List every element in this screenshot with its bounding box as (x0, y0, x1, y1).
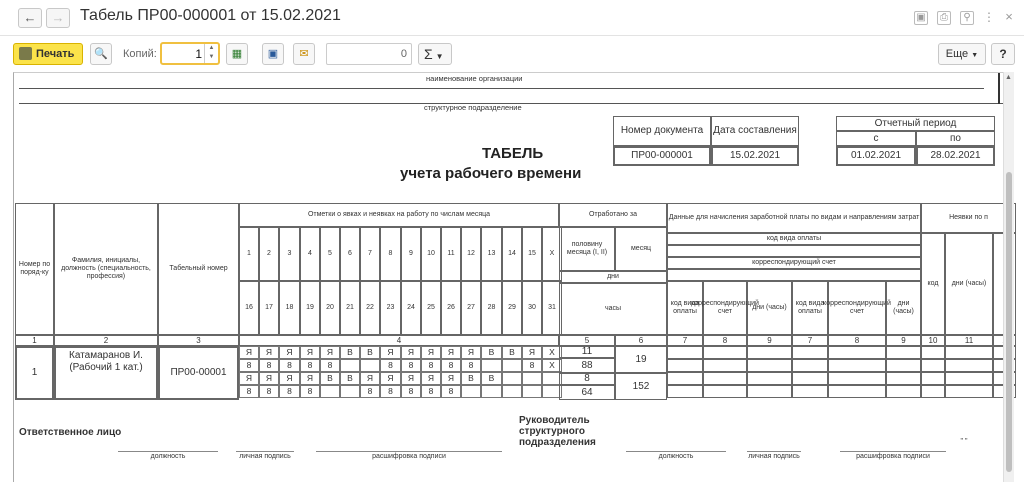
day-mark-cell (522, 372, 542, 385)
header-half-month: половину месяца (I, II) (559, 227, 615, 271)
absence-days-cell (945, 346, 993, 359)
doc-title: ТАБЕЛЬ (482, 145, 544, 162)
payroll-subheader: корреспондирующий счет (703, 281, 747, 335)
day-mark-cell: 8 (259, 385, 279, 398)
payroll-cell (886, 346, 921, 359)
dept-caption: структурное подразделение (424, 103, 522, 112)
column-number: 5 (559, 335, 615, 346)
day-header: 10 (421, 227, 441, 281)
forward-arrow-icon[interactable]: → (46, 8, 70, 28)
payroll-cell (667, 346, 703, 359)
day-mark-cell: В (502, 346, 522, 359)
doc-date-header: Дата составления (711, 116, 799, 146)
print-button[interactable] (13, 43, 83, 65)
column-number: 2 (54, 335, 158, 346)
payroll-cell (747, 346, 792, 359)
day-mark-cell (481, 385, 502, 398)
date-mark: " " (960, 438, 968, 445)
corner-mark (992, 73, 1000, 104)
header-account: корреспондирующий счет (667, 257, 921, 269)
column-number: 7 (792, 335, 828, 346)
day-mark-cell: Я (401, 372, 421, 385)
payroll-cell (792, 372, 828, 385)
half2-days: 8 (559, 373, 615, 385)
header-hours: часы (559, 283, 667, 335)
employee-name: Катамаранов И. (Рабочий 1 кат.) (54, 346, 158, 400)
position-caption: должность (150, 453, 186, 460)
payroll-cell (886, 359, 921, 372)
header-name: Фамилия, инициалы, должность (специальность, профессия) (54, 203, 158, 335)
column-number: 11 (945, 335, 993, 346)
day-mark-cell: Я (441, 346, 461, 359)
payroll-cell (747, 359, 792, 372)
day-mark-cell: Я (300, 346, 320, 359)
header-paycode-values (667, 245, 921, 257)
column-number: 10 (921, 335, 945, 346)
more-label: Еще (945, 48, 969, 60)
back-arrow-icon[interactable]: ← (18, 8, 42, 28)
day-header: 30 (522, 281, 542, 335)
payroll-cell (747, 372, 792, 385)
day-mark-cell: X (542, 346, 562, 359)
day-header: 31 (542, 281, 562, 335)
save-button[interactable] (262, 43, 284, 65)
payroll-subheader: дни (часы) (886, 281, 921, 335)
org-line (19, 88, 984, 89)
payroll-cell (792, 385, 828, 398)
day-mark-cell: 8 (320, 359, 340, 372)
employee-number: 1 (15, 346, 54, 400)
payroll-cell (667, 359, 703, 372)
day-header: 29 (502, 281, 522, 335)
day-mark-cell: В (340, 346, 360, 359)
payroll-subheader: код вида оплаты (792, 281, 828, 335)
day-mark-cell: 8 (300, 359, 320, 372)
header-absence: Неявки по п (921, 203, 1016, 233)
floppy-icon: ▣ (267, 48, 279, 60)
day-mark-cell: Я (401, 346, 421, 359)
day-header: 20 (320, 281, 340, 335)
scroll-up-icon[interactable]: ▲ (1005, 74, 1012, 81)
header-worked: Отработано за (559, 203, 667, 227)
decoding-caption: расшифровка подписи (372, 453, 446, 460)
decoding2-caption: расшифровка подписи (856, 453, 930, 460)
absence-code-cell (921, 346, 945, 359)
column-number: 8 (828, 335, 886, 346)
sum-field[interactable]: 0 (326, 43, 412, 65)
day-header: 18 (279, 281, 300, 335)
period-to-header: по (916, 131, 995, 146)
decoding2-line (840, 451, 946, 452)
copies-spinner[interactable] (204, 44, 218, 63)
day-header: 2 (259, 227, 279, 281)
sum-button[interactable] (418, 43, 452, 65)
day-mark-cell: Я (441, 372, 461, 385)
header-number: Номер по поряд-ку (15, 203, 54, 335)
column-number: 3 (158, 335, 239, 346)
day-mark-cell: В (481, 372, 502, 385)
day-header: 6 (340, 227, 360, 281)
day-mark-cell: 8 (461, 359, 481, 372)
close-icon[interactable]: × (1005, 9, 1013, 24)
responsible-label: Ответственное лицо (19, 427, 122, 438)
header-days: дни (559, 271, 667, 283)
day-header: 21 (340, 281, 360, 335)
day-mark-cell (522, 385, 542, 398)
absence-code-cell (921, 385, 945, 398)
zoom-icon[interactable]: ⚲ (960, 11, 974, 25)
day-header: 12 (461, 227, 481, 281)
day-header: 4 (300, 227, 320, 281)
absence-days-cell (945, 385, 993, 398)
day-mark-cell: Я (461, 346, 481, 359)
half1-days: 11 (559, 346, 615, 358)
day-header: 23 (380, 281, 401, 335)
day-mark-cell: 8 (441, 359, 461, 372)
day-mark-cell: 8 (239, 359, 259, 372)
title-bar (0, 0, 1024, 36)
month-days: 19 (615, 346, 667, 373)
day-mark-cell: Я (259, 346, 279, 359)
column-number: 9 (747, 335, 792, 346)
day-mark-cell: В (360, 346, 380, 359)
help-button[interactable]: ? (991, 43, 1015, 65)
save-disk-icon[interactable]: ▣ (914, 11, 928, 25)
day-header: 25 (421, 281, 441, 335)
day-mark-cell: Я (360, 372, 380, 385)
header-tab-number: Табельный номер (158, 203, 239, 335)
toolbar (0, 36, 1024, 72)
day-mark-cell (481, 359, 502, 372)
day-mark-cell: Я (279, 346, 300, 359)
payroll-cell (792, 346, 828, 359)
day-mark-cell: 8 (401, 359, 421, 372)
absence-days-cell (945, 372, 993, 385)
email-button[interactable] (293, 43, 315, 65)
print-button-label: Печать (36, 48, 75, 60)
day-mark-cell: Я (279, 372, 300, 385)
payroll-cell (703, 385, 747, 398)
position-line (118, 451, 218, 452)
payroll-subheader: корреспондирующий счет (828, 281, 886, 335)
payroll-cell (828, 385, 886, 398)
header-absence-days: дни (часы) (945, 233, 993, 335)
month-hours: 152 (615, 373, 667, 400)
payroll-cell (828, 346, 886, 359)
preview-button[interactable] (90, 43, 112, 65)
header-account-values (667, 269, 921, 281)
document-area[interactable] (13, 72, 1014, 482)
copies-input[interactable] (160, 42, 220, 65)
day-header: 28 (481, 281, 502, 335)
day-header: 5 (320, 227, 340, 281)
day-mark-cell (502, 359, 522, 372)
day-mark-cell: 8 (360, 385, 380, 398)
doc-subtitle: учета рабочего времени (400, 165, 582, 182)
day-header: 26 (441, 281, 461, 335)
absence-days-cell (945, 359, 993, 372)
day-header: 1 (239, 227, 259, 281)
day-mark-cell: 8 (421, 385, 441, 398)
period-from-header: с (836, 131, 916, 146)
day-mark-cell: 8 (380, 385, 401, 398)
column-number: 1 (15, 335, 54, 346)
day-mark-cell (320, 385, 340, 398)
day-mark-cell: Я (421, 372, 441, 385)
magnifier-icon: 🔍 (94, 48, 108, 60)
day-mark-cell: Я (320, 346, 340, 359)
payroll-cell (747, 385, 792, 398)
header-marks: Отметки о явках и неявках на работу по числам месяца (239, 203, 559, 227)
day-mark-cell: Я (522, 346, 542, 359)
half1-hours: 88 (559, 358, 615, 373)
day-mark-cell: В (481, 346, 502, 359)
day-mark-cell: 8 (259, 359, 279, 372)
spreadsheet-icon: ▦ (231, 48, 243, 60)
doc-number-header: Номер документа (613, 116, 711, 146)
day-mark-cell: X (542, 359, 562, 372)
day-mark-cell (340, 385, 360, 398)
payroll-cell (828, 359, 886, 372)
day-mark-cell (502, 372, 522, 385)
day-header: 19 (300, 281, 320, 335)
day-mark-cell (502, 385, 522, 398)
column-number: 6 (615, 335, 667, 346)
day-mark-cell: В (320, 372, 340, 385)
day-header: X (542, 227, 562, 281)
day-header: 14 (502, 227, 522, 281)
spin-down-icon[interactable]: ▼ (208, 54, 215, 60)
half2-hours: 64 (559, 385, 615, 400)
period-to: 28.02.2021 (916, 146, 995, 166)
column-number: 8 (703, 335, 747, 346)
personal-sig2-caption: личная подпись (748, 453, 800, 460)
column-number: 9 (886, 335, 921, 346)
day-mark-cell: Я (259, 372, 279, 385)
column-number: 7 (667, 335, 703, 346)
vertical-scrollbar[interactable] (1003, 72, 1014, 482)
day-header: 7 (360, 227, 380, 281)
export-button[interactable] (226, 43, 248, 65)
period-from: 01.02.2021 (836, 146, 916, 166)
day-header: 15 (522, 227, 542, 281)
day-mark-cell: Я (421, 346, 441, 359)
day-header: 9 (401, 227, 421, 281)
payroll-cell (667, 372, 703, 385)
day-mark-cell: 8 (279, 385, 300, 398)
day-mark-cell (360, 359, 380, 372)
envelope-icon: ✉ (299, 48, 309, 60)
employee-tab-number: ПР00-00001 (158, 346, 239, 400)
day-mark-cell: 8 (279, 359, 300, 372)
signature2-line (747, 451, 801, 452)
day-mark-cell: 8 (522, 359, 542, 372)
day-mark-cell: Я (239, 346, 259, 359)
day-header: 11 (441, 227, 461, 281)
header-month: месяц (615, 227, 667, 271)
day-mark-cell: 8 (421, 359, 441, 372)
day-mark-cell: Я (380, 372, 401, 385)
absence-code-cell (921, 359, 945, 372)
day-mark-cell: В (340, 372, 360, 385)
payroll-cell (703, 346, 747, 359)
day-header: 16 (239, 281, 259, 335)
chevron-down-icon: ▼ (971, 52, 979, 59)
payroll-cell (703, 359, 747, 372)
day-mark-cell: 8 (300, 385, 320, 398)
more-dots-icon[interactable]: ⋮ (983, 10, 995, 24)
day-mark-cell: 8 (441, 385, 461, 398)
payroll-cell (828, 372, 886, 385)
day-header: 17 (259, 281, 279, 335)
day-header: 27 (461, 281, 481, 335)
day-mark-cell: 8 (380, 359, 401, 372)
sigma-icon: Σ (424, 46, 433, 62)
header-payroll: Данные для начисления заработной платы по видам и направлениям затрат (667, 203, 921, 233)
day-mark-cell: 8 (401, 385, 421, 398)
day-mark-cell: Я (239, 372, 259, 385)
payroll-cell (886, 372, 921, 385)
payroll-cell (667, 385, 703, 398)
payroll-cell (792, 359, 828, 372)
day-header: 22 (360, 281, 380, 335)
payroll-subheader: дни (часы) (747, 281, 792, 335)
org-caption: наименование организации (426, 74, 523, 83)
scroll-thumb[interactable] (1006, 172, 1012, 472)
payroll-subheader: код вида оплаты (667, 281, 703, 335)
chevron-down-icon: ▼ (435, 52, 444, 61)
day-mark-cell: Я (300, 372, 320, 385)
header-code: код (921, 233, 945, 335)
position2-line (626, 451, 726, 452)
decoding-line (316, 451, 502, 452)
copies-label: Копий: (123, 48, 157, 60)
day-header: 24 (401, 281, 421, 335)
day-mark-cell (340, 359, 360, 372)
head-label: Руководитель структурного подразделения (519, 415, 596, 448)
print-preview-icon[interactable]: ⎙ (937, 11, 951, 25)
column-number: 4 (239, 335, 559, 346)
header-paycode: код вида оплаты (667, 233, 921, 245)
day-mark-cell: Я (380, 346, 401, 359)
doc-date: 15.02.2021 (711, 146, 799, 166)
copies-value: 1 (195, 47, 202, 61)
window-title: Табель ПР00-000001 от 15.02.2021 (80, 7, 341, 24)
payroll-cell (886, 385, 921, 398)
position2-caption: должность (658, 453, 694, 460)
day-header: 3 (279, 227, 300, 281)
more-button[interactable] (938, 43, 986, 65)
day-header: 13 (481, 227, 502, 281)
doc-number: ПР00-000001 (613, 146, 711, 166)
spin-up-icon[interactable]: ▲ (208, 45, 215, 51)
personal-sig-caption: личная подпись (239, 453, 291, 460)
day-mark-cell: В (461, 372, 481, 385)
day-mark-cell: 8 (239, 385, 259, 398)
absence-code-cell (921, 372, 945, 385)
printer-icon (19, 47, 32, 60)
day-header: 8 (380, 227, 401, 281)
signature-line (236, 451, 294, 452)
day-mark-cell (461, 385, 481, 398)
period-header: Отчетный период (836, 116, 995, 131)
payroll-cell (703, 372, 747, 385)
